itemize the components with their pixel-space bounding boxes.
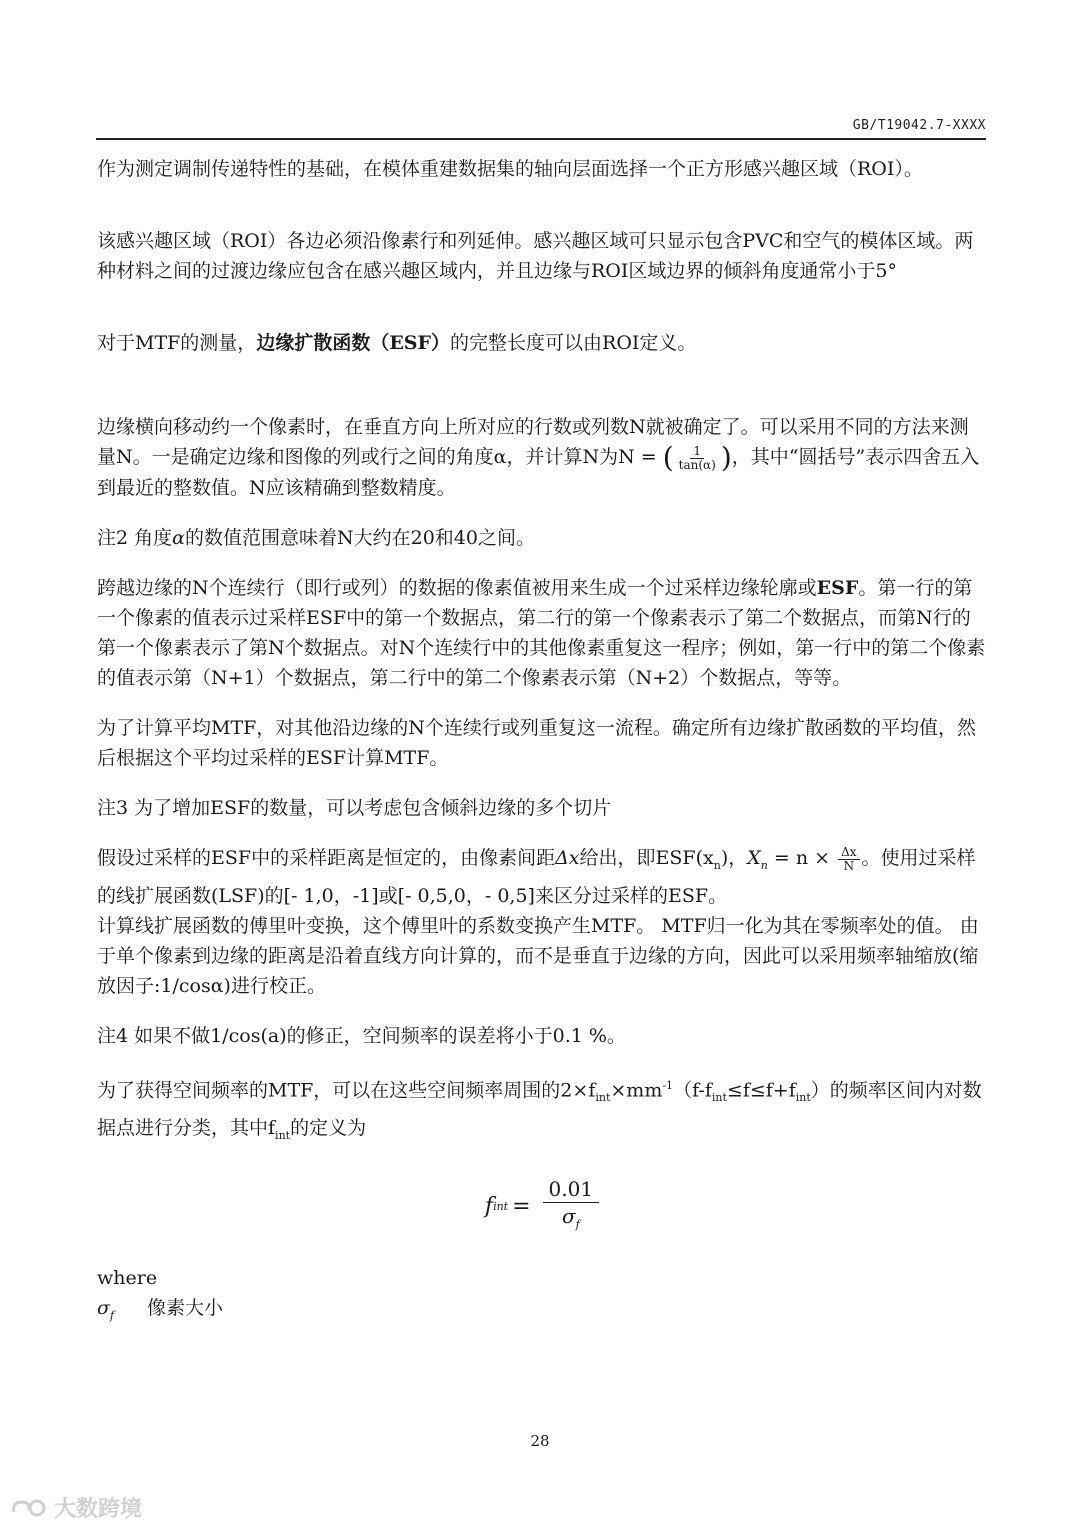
paragraph-roi-edges: 该感兴趣区域（ROI）各边必须沿像素行和列延伸。感兴趣区域可只显示包含PVC和空气的模体区域。两种材料之间的过渡边缘应包含在感兴趣区域内，并且边缘与ROI区域边界的倾斜角度通常小于5°	[97, 230, 974, 282]
header-divider	[96, 138, 986, 140]
page-number: 28	[530, 1432, 550, 1450]
fint-formula: f int = $\frac{0.01}{\sigma_f}$	[97, 1175, 987, 1239]
document-code: GB/T19042.7-XXXX	[852, 118, 986, 133]
watermark: 大数跨境	[10, 1492, 142, 1523]
note-2: 注2 角度α的数值范围意味着N大约在20和40之间。	[97, 527, 535, 549]
n-fraction: $\frac{1}{\tan(\alpha)}$	[678, 443, 716, 472]
paragraph-sampling-distance: 假设过采样的ESF中的采样距离是恒定的，由像素间距Δx给出，即$ESF(x_n)$，$X_n = n$ × $\frac{\Delta x}{N}$ 。使用过采样的线扩展函数(LSF)的[- 1,0，-1]或[- 0,5,0，- 0,5]来区分过采样的ESF。	[97, 844, 976, 907]
paragraph-roi-selection: 作为测定调制传递特性的基础，在模体重建数据集的轴向层面选择一个正方形感兴趣区域（ROI）。	[97, 158, 923, 180]
dx-fraction: $\frac{\Delta x}{N}$	[838, 846, 859, 873]
note-3: 注3 为了增加ESF的数量，可以考虑包含倾斜边缘的多个切片	[97, 797, 612, 819]
note-4: 注4 如果不做1/cos(a)的修正，空间频率的误差将小于0.1 %。	[97, 1024, 626, 1047]
document-body	[97, 154, 987, 1331]
where-definition: $\sigma_f$ 像素大小	[97, 1296, 224, 1322]
paragraph-mtf-measurement: 对于MTF的测量，边缘扩散函数（ESF）的完整长度可以由ROI定义。	[97, 332, 697, 354]
paragraph-n-determination: 边缘横向移动约一个像素时，在垂直方向上所对应的行数或列数N就被确定了。可以采用不同的方法来测量N。一是确定边缘和图像的列或行之间的角度α，并计算N为N = ( $\frac{1}{\tan(\alpha)}$ )，其中“圆括号”表示四舍五入到最近的整数值。N应该精确到整数精度。	[97, 416, 980, 499]
watermark-logo-icon	[10, 1496, 48, 1520]
esf-term: 边缘扩散函数（ESF）	[256, 332, 451, 354]
paragraph-oversampling: 跨越边缘的N个连续行（即行或列）的数据的像素值被用来生成一个过采样边缘轮廓或ESF。第一行的第一个像素的值表示过采样ESF中的第一个数据点，第二行的第一个像素表示了第二个数据点，而第N行的第一个像素表示了第N个数据点。对N个连续行中的其他像素重复这一程序；例如，第一行中的第二个像素的值表示第（N+1）个数据点，第二行中的第二个像素表示第（N+2）个数据点，等等。	[97, 577, 986, 689]
where-label: where	[97, 1266, 158, 1289]
paragraph-fourier: 计算线扩展函数的傅里叶变换，这个傅里叶的系数变换产生MTF。 MTF归一化为其在零频率处的值。 由于单个像素到边缘的距离是沿着直线方向计算的，而不是垂直于边缘的方向，因此可以采用频率轴缩放(缩放因子:1/cosα)进行校正。	[97, 914, 979, 997]
paragraph-spatial-frequency: 为了获得空间频率的MTF，可以在这些空间频率周围的$2\times f_{int}\times mm^{-1}(f-f_{int}\le f\le f+f_{int})$的频率区间内对数据点进行分类，其中$f_{int}$的定义为	[97, 1078, 982, 1142]
paragraph-average-mtf: 为了计算平均MTF，对其他沿边缘的N个连续行或列重复这一流程。确定所有边缘扩散函数的平均值，然后根据这个平均过采样的ESF计算MTF。	[97, 717, 976, 769]
